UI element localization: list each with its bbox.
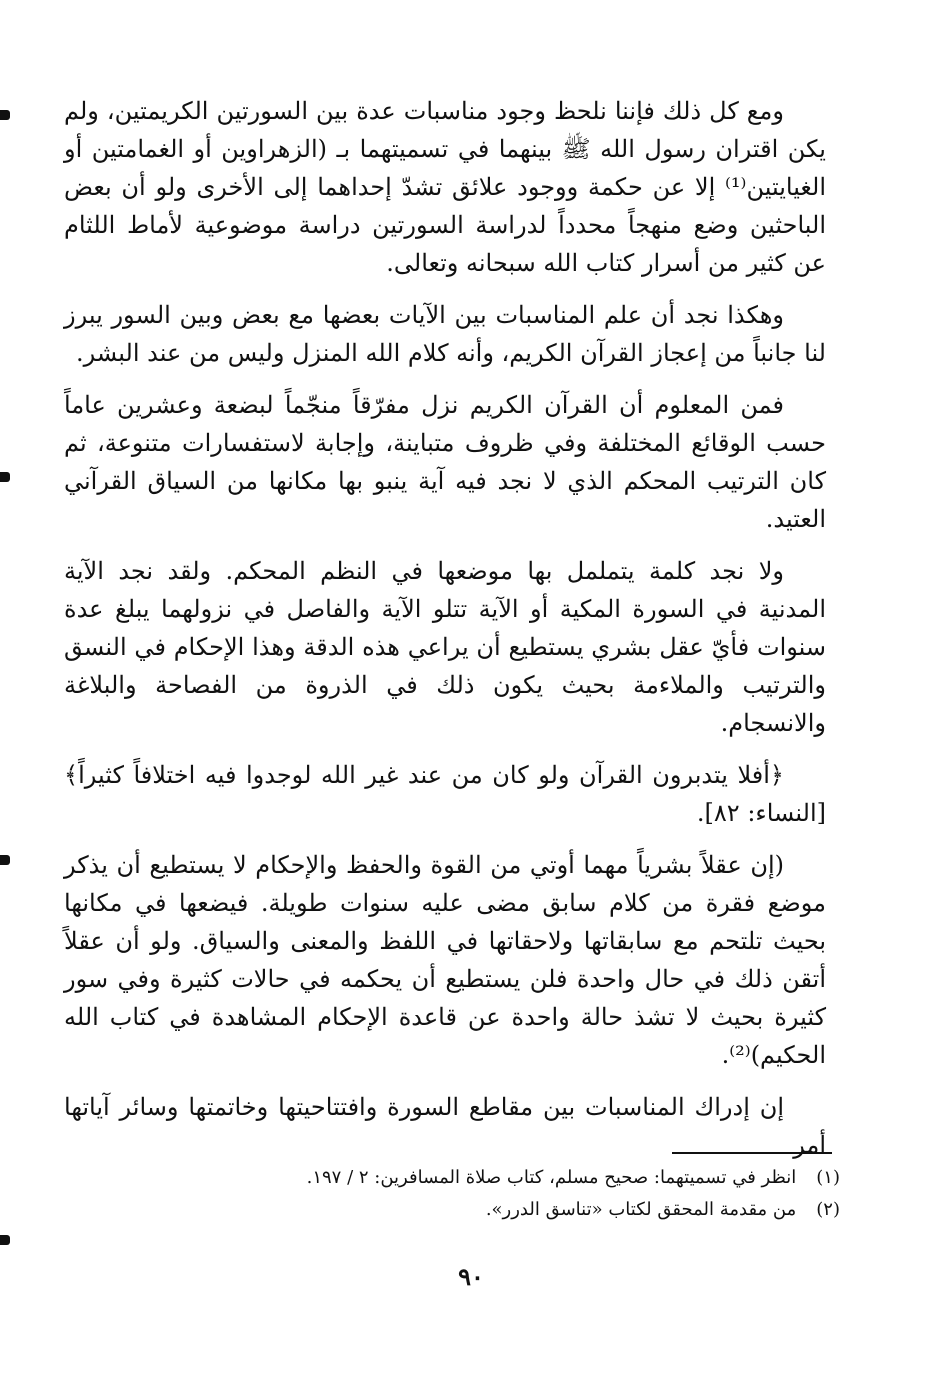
margin-mark: [0, 1235, 10, 1245]
page-number: ٩٠: [458, 1262, 484, 1291]
footnote: [200, 1194, 840, 1226]
footnote-text: انظر في تسميتهما: صحيح مسلم، كتاب صلاة المسافرين: ٢ / ١٩٧.: [306, 1167, 797, 1188]
footnote: [200, 1162, 840, 1194]
margin-mark: [0, 472, 10, 482]
quranic-verse: ﴿أفلا يتدبرون القرآن ولو كان من عند غير الله لوجدوا فيه اختلافاً كثيراً﴾ [النساء: ٨٢].: [64, 761, 826, 827]
footnote-divider: [672, 1152, 832, 1154]
footnotes: [200, 1162, 840, 1226]
footnote-text: من مقدمة المحقق لكتاب «تناسق الدرر».: [485, 1199, 797, 1220]
paragraph: وهكذا نجد أن علم المناسبات بين الآيات بعضها مع بعض وبين السور يبرز لنا جانباً من إعجاز القرآن الكريم، وأنه كلام الله المنزل وليس من عند البشر.: [64, 301, 826, 367]
margin-mark: [0, 110, 10, 120]
quoted-paragraph: (إن عقلاً بشرياً مهما أوتي من القوة والحفظ والإحكام لا يستطيع أن يذكر موضع فقرة من كلام سابق مضى عليه سنوات طويلة. فيضعها في مكانها بحيث تلتحم مع سابقاتها ولاحقاتها في اللفظ والمعنى والسياق. ولو أن عقلاً أتقن ذلك في حال واحدة فلن يستطيع أن يحكمه في حالات كثيرة وفي سور كثيرة بحيث لا تشذ حالة واحدة عن قاعدة الإحكام المشاهدة في كتاب الله الحكيم)⁽²⁾.: [64, 851, 826, 1069]
margin-mark: [0, 855, 10, 865]
paragraph: ولا نجد كلمة يتململ بها موضعها في النظم المحكم. ولقد نجد الآية المدنية في السورة المكية أو الآية تتلو الآية والفاصل في نزولهما يبلغ عدة سنوات فأيّ عقل بشري يستطيع أن يراعي هذه الدقة وهذا الإحكام في النسق والترتيب والملاءمة بحيث يكون ذلك في الذروة من الفصاحة والبلاغة والانسجام.: [64, 557, 826, 737]
footnote-number: (٢): [816, 1199, 840, 1220]
paragraph: إن إدراك المناسبات بين مقاطع السورة وافتتاحيتها وخاتمتها وسائر آياتها أمر: [64, 1093, 826, 1159]
footnote-number: (١): [816, 1167, 840, 1188]
main-text: [64, 92, 826, 1159]
paragraph: فمن المعلوم أن القرآن الكريم نزل مفرّقاً منجّماً لبضعة وعشرين عاماً حسب الوقائع المختلفة وفي ظروف متباينة، وإجابة لاستفسارات متنوعة، ثم كان الترتيب المحكم الذي لا نجد فيه آية ينبو بها مكانها من السياق القرآني العتيد.: [64, 391, 826, 533]
paragraph: ومع كل ذلك فإننا نلحظ وجود مناسبات عدة بين السورتين الكريمتين، ولم يكن اقتران رسول الله ﷺ بينهما في تسميتهما بـ (الزهراوين أو الغمامتين أو الغيايتين⁽¹⁾ إلا عن حكمة ووجود علائق تشدّ إحداهما إلى الأخرى ولو أن بعض الباحثين وضع منهجاً محدداً لدراسة السورتين دراسة موضوعية لأماط اللثام عن كثير من أسرار كتاب الله سبحانه وتعالى.: [64, 97, 826, 277]
